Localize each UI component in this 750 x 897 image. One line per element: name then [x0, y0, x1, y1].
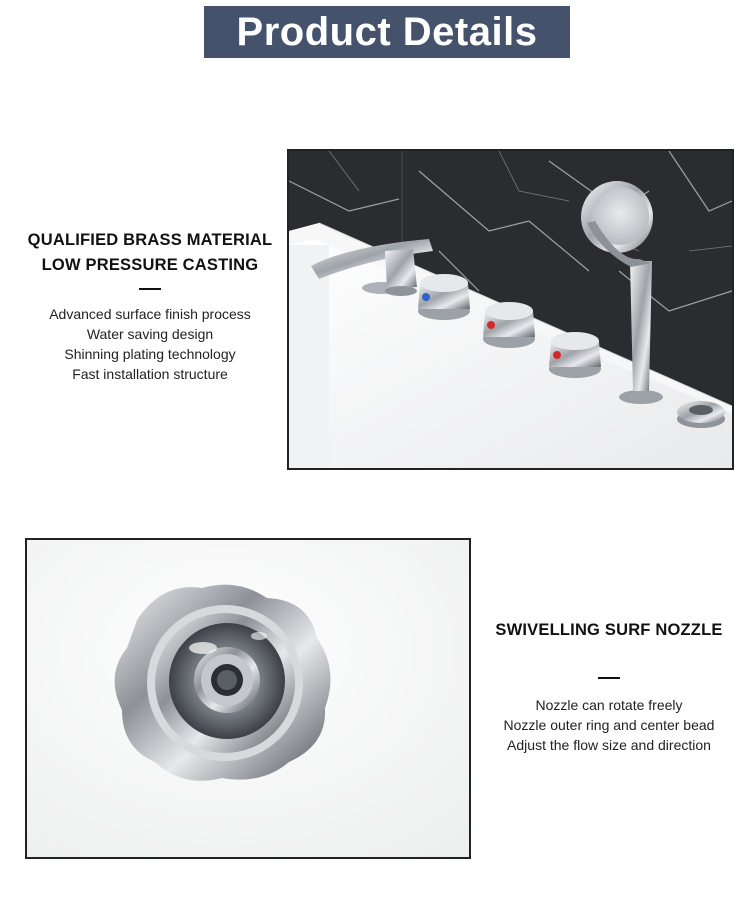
feature-nozzle-point: Nozzle can rotate freely: [535, 697, 683, 713]
divider: [598, 677, 620, 679]
feature-nozzle-heading: SWIVELLING SURF NOZZLE: [495, 621, 723, 639]
feature-brass-point: Water saving design: [86, 326, 214, 342]
divider: [139, 288, 161, 290]
surf-nozzle-image: [27, 540, 469, 857]
faucet-set-photo: [287, 149, 734, 470]
feature-brass-heading-2: LOW PRESSURE CASTING: [41, 256, 259, 274]
feature-nozzle-point: Nozzle outer ring and center bead: [503, 717, 715, 733]
faucet-set-image: [289, 151, 732, 468]
product-details-banner: [204, 6, 570, 58]
feature-nozzle-point: Adjust the flow size and direction: [507, 737, 711, 753]
surf-nozzle-photo: [25, 538, 471, 859]
banner-title: Product Details: [236, 9, 538, 54]
feature-brass-point: Fast installation structure: [72, 366, 228, 382]
feature-brass-heading-1: QUALIFIED BRASS MATERIAL: [27, 231, 273, 249]
feature-brass-point: Shinning plating technology: [64, 346, 236, 362]
feature-nozzle-text: [481, 618, 737, 755]
feature-brass-point: Advanced surface finish process: [49, 306, 251, 322]
feature-brass-text: [14, 228, 286, 384]
